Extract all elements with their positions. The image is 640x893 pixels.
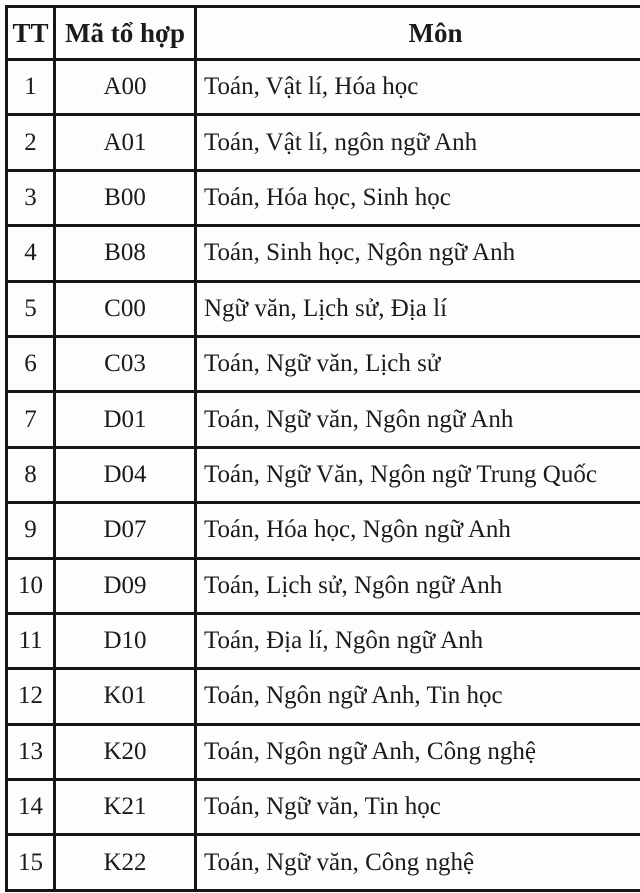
table-row	[7, 281, 640, 336]
cell-tt: 4	[7, 226, 55, 281]
cell-subjects: Toán, Ngữ văn, Lịch sử	[196, 336, 640, 391]
cell-subjects: Toán, Hóa học, Sinh học	[196, 170, 640, 225]
cell-code: A00	[55, 60, 196, 115]
cell-code: A01	[55, 115, 196, 170]
table-row	[7, 447, 640, 502]
cell-tt: 3	[7, 170, 55, 225]
cell-subjects: Toán, Ngữ văn, Công nghệ	[196, 835, 640, 890]
table-header	[7, 7, 640, 60]
table-row	[7, 613, 640, 668]
cell-tt: 14	[7, 780, 55, 835]
cell-code: K21	[55, 780, 196, 835]
cell-tt: 1	[7, 60, 55, 115]
cell-tt: 12	[7, 669, 55, 724]
cell-subjects: Toán, Sinh học, Ngôn ngữ Anh	[196, 226, 640, 281]
cell-subjects: Toán, Lịch sử, Ngôn ngữ Anh	[196, 558, 640, 613]
table-row	[7, 724, 640, 779]
cell-code: D01	[55, 392, 196, 447]
column-header-subjects: Môn	[196, 7, 640, 60]
table-row	[7, 336, 640, 391]
cell-code: K22	[55, 835, 196, 890]
table-body	[7, 60, 640, 891]
cell-code: D04	[55, 447, 196, 502]
column-header-code: Mã tổ hợp	[55, 7, 196, 60]
cell-tt: 15	[7, 835, 55, 890]
cell-tt: 11	[7, 613, 55, 668]
cell-subjects: Toán, Ngữ Văn, Ngôn ngữ Trung Quốc	[196, 447, 640, 502]
table-row	[7, 835, 640, 890]
table-row	[7, 669, 640, 724]
header-row	[7, 7, 640, 60]
subject-combination-table	[5, 5, 640, 892]
table-row	[7, 780, 640, 835]
table-row	[7, 392, 640, 447]
cell-subjects: Toán, Ngôn ngữ Anh, Tin học	[196, 669, 640, 724]
cell-code: D07	[55, 503, 196, 558]
cell-tt: 9	[7, 503, 55, 558]
column-header-tt: TT	[7, 7, 55, 60]
cell-code: B00	[55, 170, 196, 225]
table-row	[7, 558, 640, 613]
cell-tt: 6	[7, 336, 55, 391]
cell-subjects: Toán, Ngữ văn, Tin học	[196, 780, 640, 835]
cell-subjects: Toán, Ngữ văn, Ngôn ngữ Anh	[196, 392, 640, 447]
cell-code: K01	[55, 669, 196, 724]
table-row	[7, 60, 640, 115]
cell-code: B08	[55, 226, 196, 281]
cell-subjects: Toán, Ngôn ngữ Anh, Công nghệ	[196, 724, 640, 779]
cell-code: C03	[55, 336, 196, 391]
cell-tt: 10	[7, 558, 55, 613]
cell-subjects: Toán, Vật lí, ngôn ngữ Anh	[196, 115, 640, 170]
table-row	[7, 115, 640, 170]
cell-tt: 13	[7, 724, 55, 779]
cell-subjects: Ngữ văn, Lịch sử, Địa lí	[196, 281, 640, 336]
cell-code: D09	[55, 558, 196, 613]
cell-tt: 2	[7, 115, 55, 170]
table-row	[7, 503, 640, 558]
cell-subjects: Toán, Hóa học, Ngôn ngữ Anh	[196, 503, 640, 558]
cell-subjects: Toán, Vật lí, Hóa học	[196, 60, 640, 115]
cell-tt: 7	[7, 392, 55, 447]
table-row	[7, 170, 640, 225]
cell-code: K20	[55, 724, 196, 779]
cell-tt: 8	[7, 447, 55, 502]
cell-subjects: Toán, Địa lí, Ngôn ngữ Anh	[196, 613, 640, 668]
cell-tt: 5	[7, 281, 55, 336]
cell-code: D10	[55, 613, 196, 668]
table-row	[7, 226, 640, 281]
cell-code: C00	[55, 281, 196, 336]
